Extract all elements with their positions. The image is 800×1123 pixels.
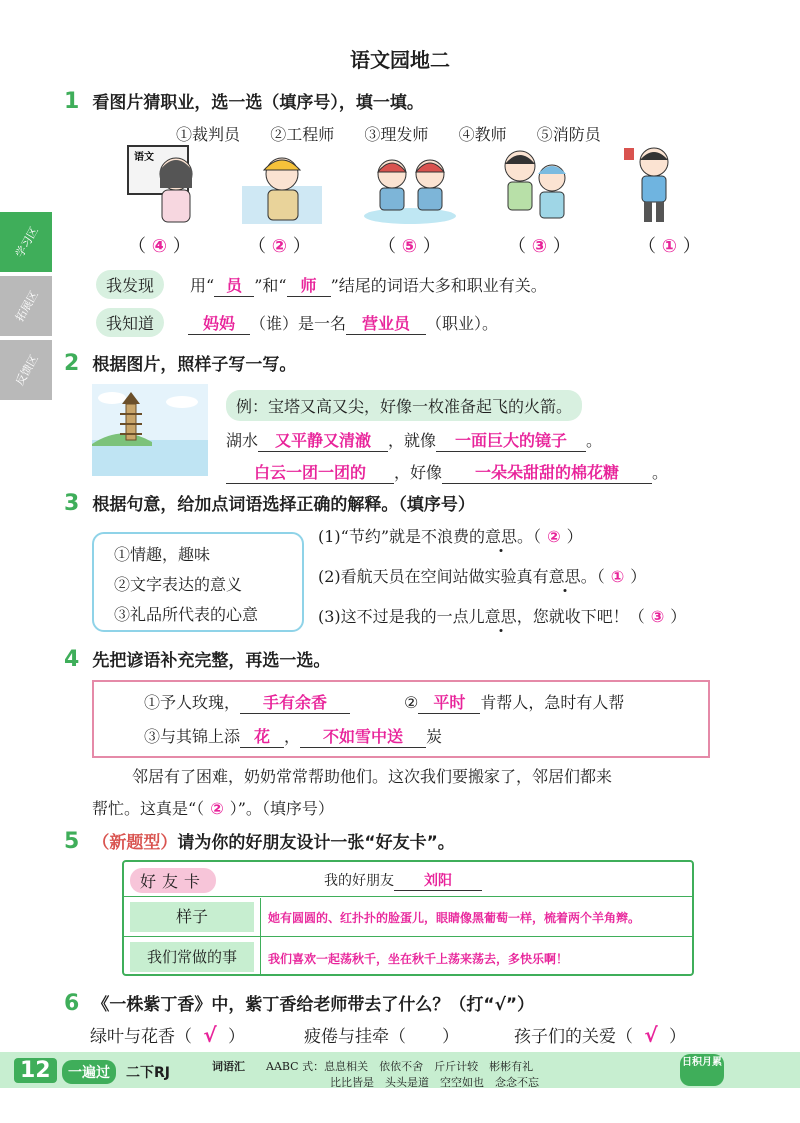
definition-3: ③礼品所代表的心意 [114,605,259,624]
q4-proverb-box [92,680,710,758]
proverb-2: ② 平时 肯帮人，急时有人帮 [404,690,624,714]
q4-paragraph-2: 帮忙。这真是“（ ② ）”。（填序号） [92,799,334,818]
vocab-line-1: AABC 式：息息相关 依依不舍 斤斤计较 彬彬有礼 [266,1060,534,1073]
q3-sentence-3: (3)这不过是我的一点儿意思，您就收下吧！（ ③ ） [318,607,687,626]
discover-sentence: 用“ 员 ”和“ 师 ”结尾的词语大多和职业有关。 [190,273,547,297]
q5-header: 5 （新题型）请为你的好朋友设计一张“好友卡”。 [64,829,455,854]
q2-header: 2 根据图片，照样子写一写。 [64,351,297,376]
q3-header: 3 根据句意，给加点词语选择正确的解释。（填序号） [64,491,475,516]
proverb-blank-3[interactable]: 花 [240,724,284,748]
q6-option-2[interactable]: 疲倦与挂牵（ ） [304,1027,459,1047]
q2-blank-2[interactable]: 一面巨大的镜子 [436,428,586,452]
know-blank-1[interactable]: 妈妈 [188,311,250,335]
side-tab-study[interactable]: 学习区 [0,212,52,272]
side-tab-extend[interactable]: 拓展区 [0,276,52,336]
q2-blank-1[interactable]: 又平静又清澈 [258,428,388,452]
proverb-blank-1[interactable]: 手有余香 [240,690,350,714]
daily-badge: 日积月累 [680,1054,724,1086]
q1-answer-3[interactable]: （ ⑤ ） [378,236,441,257]
q1-header: 1 看图片猜职业，选一选（填序号），填一填。 [64,89,424,114]
definition-1: ①情趣，趣味 [114,545,211,564]
grade-label: 二下RJ [126,1065,170,1081]
q4-header: 4 先把谚语补充完整，再选一选。 [64,647,331,672]
q4-paragraph-1: 邻居有了困难，奶奶常常帮助他们。这次我们要搬家了，邻居们都来 [132,767,613,786]
brand-logo: 一遍过 [62,1060,116,1084]
proverb-3: ③与其锦上添 花 ， 不如雪中送 炭 [144,724,442,748]
teacher-image [126,144,206,224]
vocab-line-2: 比比皆是 头头是道 空空如也 念念不忘 [330,1076,539,1089]
q6-option-3[interactable]: 孩子们的关爱（ √ ） [514,1023,686,1047]
proverb-blank-4[interactable]: 不如雪中送 [300,724,426,748]
q6-header: 6 《一株紫丁香》中，紫丁香给老师带去了什么？（打“√”） [64,991,535,1016]
q1-options: ①裁判员 ②工程师 ③理发师 ④教师 ⑤消防员 [176,125,601,144]
q3-answer-1[interactable]: ② [547,527,561,546]
activity-value[interactable]: 我们喜欢一起荡秋千，坐在秋千上荡来荡去，多快乐啊！ [268,952,569,966]
know-label: 我知道 [96,308,164,337]
appearance-value[interactable]: 她有圆圆的、红扑扑的脸蛋儿，眼睛像黑葡萄一样，梳着两个羊角辫。 [268,911,641,925]
q2-blank-4[interactable]: 一朵朵甜甜的棉花糖 [442,460,652,484]
page-title: 语文园地二 [350,48,450,72]
q3-answer-3[interactable]: ③ [650,607,665,626]
referee-image [622,142,682,226]
page-number: 12 [14,1058,57,1083]
discover-label: 我发现 [96,270,164,299]
vocab-label: 词语汇 [212,1060,245,1073]
discover-blank-1[interactable]: 员 [214,273,254,297]
q2-blank-3[interactable]: 白云一团一团的 [226,460,394,484]
svg-text:语文: 语文 [134,152,154,163]
appearance-label: 样子 [130,902,254,932]
q1-answer-2[interactable]: （ ② ） [248,236,311,257]
barber-image [360,150,460,226]
friend-name-row: 我的好朋友 刘阳 [324,870,482,891]
q3-definitions-box [92,532,304,632]
know-sentence: 妈妈 （谁）是一名 营业员 （职业）。 [188,311,498,335]
pagoda-lake-image [92,384,208,476]
q2-line-2: 白云一团一团的 ，好像 一朵朵甜甜的棉花糖 。 [226,460,668,484]
q2-example: 例：宝塔又高又尖，好像一枚准备起飞的火箭。 [226,390,582,421]
q1-answer-5[interactable]: （ ① ） [638,236,701,257]
firefighter-image [492,144,576,226]
proverb-1: ①予人玫瑰， 手有余香 [144,690,350,714]
q3-answer-2[interactable]: ① [610,567,625,586]
know-blank-2[interactable]: 营业员 [346,311,426,335]
engineer-image [242,146,322,226]
side-tab-feedback[interactable]: 反馈区 [0,340,52,400]
discover-blank-2[interactable]: 师 [287,273,331,297]
proverb-blank-2[interactable]: 平时 [418,690,480,714]
friend-name-field[interactable]: 刘阳 [394,870,482,891]
new-question-tag: （新题型） [92,833,178,853]
friend-card [122,860,694,976]
definition-2: ②文字表达的意义 [114,575,243,594]
q1-answer-4[interactable]: （ ③ ） [508,236,571,257]
q3-sentence-2: (2)看航天员在空间站做实验真有意思。（ ① ） [318,567,647,586]
q1-answer-1[interactable]: （ ④ ） [128,236,191,257]
q2-line-1: 湖水 又平静又清澈 ，就像 一面巨大的镜子 。 [226,428,602,452]
q6-option-1[interactable]: 绿叶与花香（ √ ） [90,1023,245,1047]
q3-sentence-1: (1)“节约”就是不浪费的意思。（ ② ） [318,527,583,546]
activity-label: 我们常做的事 [130,942,254,972]
q4-answer[interactable]: ② [210,799,224,818]
card-title: 好友卡 [130,868,216,893]
